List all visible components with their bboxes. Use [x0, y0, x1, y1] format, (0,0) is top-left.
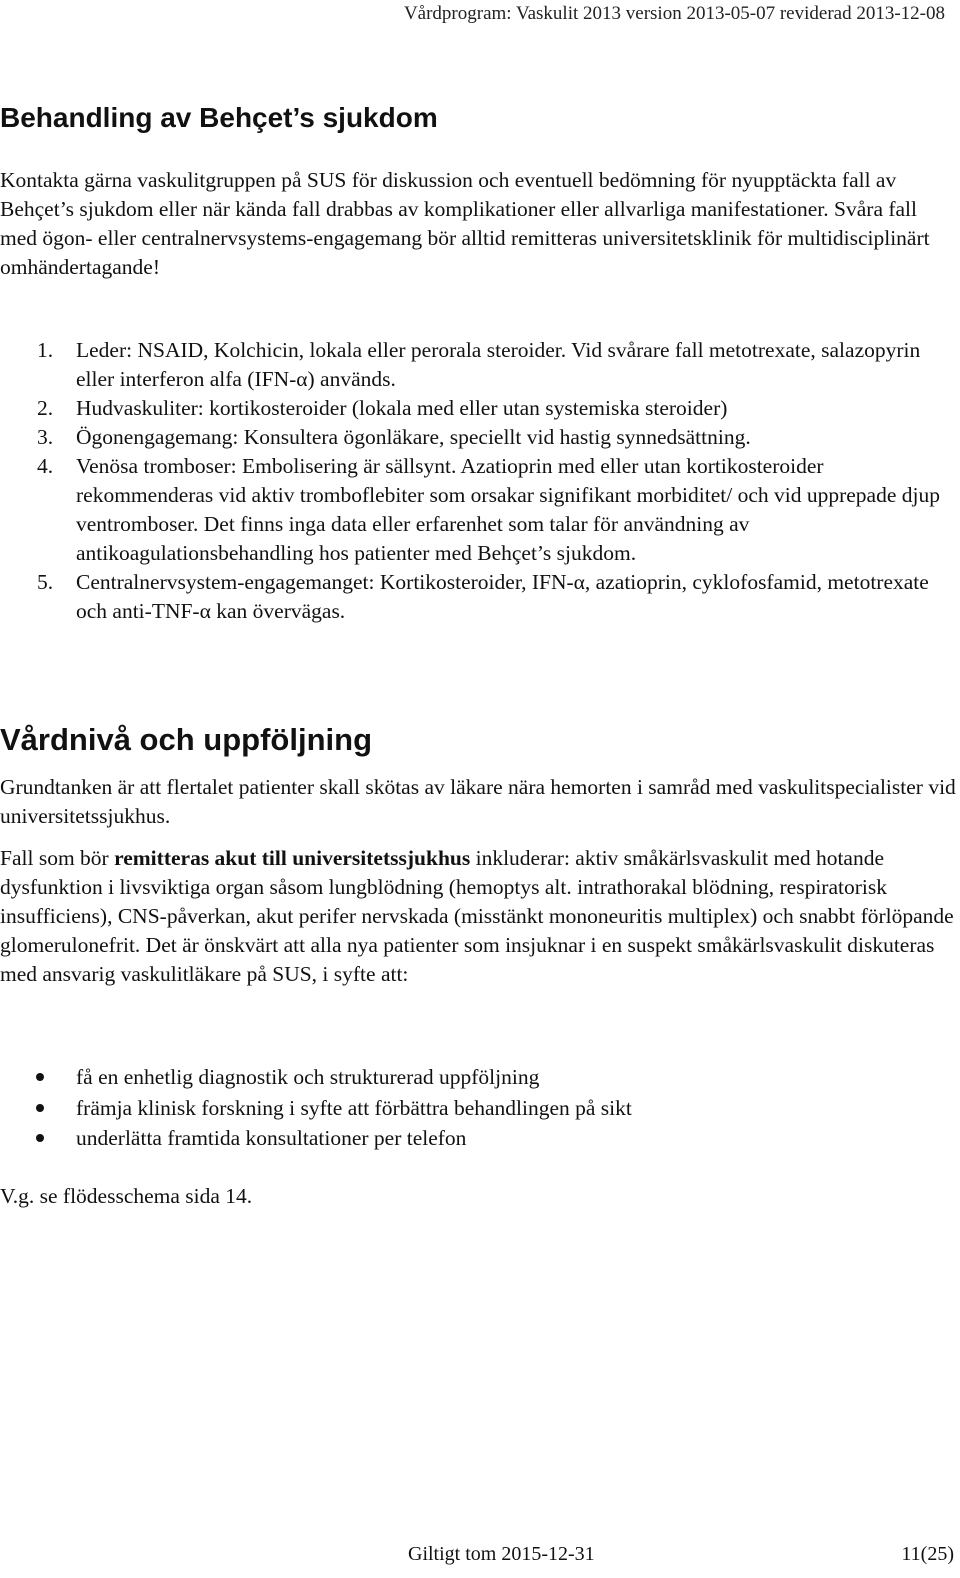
list-item — [0, 568, 958, 626]
footer-page-number: 11(25) — [901, 1543, 954, 1565]
see-flowchart-note: V.g. se flödesschema sida 14. — [0, 1184, 253, 1208]
list-item — [0, 452, 958, 568]
treatment-list — [0, 336, 958, 626]
purpose-list — [0, 1062, 958, 1154]
section-heading-vardniva: Vårdnivå och uppföljning — [0, 722, 372, 757]
section-heading-behcet: Behandling av Behçet’s sjukdom — [0, 102, 438, 133]
list-item-number: 5. — [37, 570, 54, 594]
bullet-text: få en enhetlig diagnostik och strukturerad uppföljning — [76, 1065, 540, 1089]
referral-paragraph — [0, 844, 958, 989]
referral-emphasis: remitteras akut till universitetssjukhus — [114, 846, 471, 870]
bullet-text: främja klinisk forskning i syfte att förbättra behandlingen på sikt — [76, 1095, 632, 1120]
list-item-text: Leder: NSAID, Kolchicin, lokala eller perorala steroider. Vid svårare fall metotrexate, salazopyrin eller interferon alfa (IFN-α) används. — [76, 338, 921, 391]
list-item-number: 1. — [37, 338, 54, 362]
list-item-number: 3. — [37, 425, 54, 449]
bullet-text: underlätta framtida konsultationer per telefon — [76, 1126, 467, 1150]
list-item-number: 2. — [37, 396, 54, 420]
bullet-icon — [36, 1073, 44, 1081]
list-item — [0, 336, 958, 394]
list-item-text: Venösa tromboser: Embolisering är sällsynt. Azatioprin med eller utan kortikosteroider rekommenderas vid aktiv tromboflebiter som orsakar signifikant morbiditet/ och vid upprepade djup ventromboser. Det finns inga data eller erfarenhet som talar för användning av antikoagulationsbehandling hos patienter med Behçet’s sjukdom. — [76, 454, 940, 565]
running-header: Vårdprogram: Vaskulit 2013 version 2013-05-07 reviderad 2013-12-08 — [403, 3, 945, 24]
bullet-icon — [36, 1134, 44, 1142]
list-item — [0, 1123, 958, 1154]
intro-paragraph: Kontakta gärna vaskulitgruppen på SUS för diskussion och eventuell bedömning för nyupptäckta fall av Behçet’s sjukdom eller när kända fall drabbas av komplikationer eller allvarliga manifestationer. Svåra fall med ögon- eller centralnervsystems-engagemang bör alltid remitteras universitetsklinik för multidisciplinärt omhändertagande! — [0, 168, 930, 279]
list-item — [0, 1093, 958, 1124]
list-item — [0, 423, 958, 452]
bullet-icon — [36, 1104, 44, 1112]
list-item — [0, 1062, 958, 1093]
list-item — [0, 394, 958, 423]
footer-validity: Giltigt tom 2015-12-31 — [408, 1543, 595, 1565]
list-item-number: 4. — [37, 454, 54, 478]
basic-principle-paragraph: Grundtanken är att flertalet patienter skall skötas av läkare nära hemorten i samråd med vaskulitspecialister vid universitetssjukhus. — [0, 775, 956, 828]
list-item-text: Ögonengagemang: Konsultera ögonläkare, speciellt vid hastig synnedsättning. — [76, 425, 751, 449]
referral-text-start: Fall som bör — [0, 846, 115, 870]
referral-text-rest: inkluderar: aktiv småkärlsvaskulit med hotande dysfunktion i livsviktiga organ såsom lungblödning (hemoptys alt. intrathorakal blödning, respiratorisk insufficiens), CNS-påverkan, akut perifer nervskada (misstänkt mononeuritis multiplex) och snabbt förlöpande glomerulonefrit. Det är önskvärt att alla nya patienter som insjuknar i en suspekt småkärlsvaskulit diskuteras med ansvarig vaskulitläkare på SUS, i syfte att: — [0, 846, 954, 986]
list-item-text: Centralnervsystem-engagemanget: Kortikosteroider, IFN-α, azatioprin, cyklofosfamid, metotrexate och anti-TNF-α kan övervägas. — [76, 570, 929, 623]
list-item-text: Hudvaskuliter: kortikosteroider (lokala med eller utan systemiska steroider) — [76, 396, 728, 420]
